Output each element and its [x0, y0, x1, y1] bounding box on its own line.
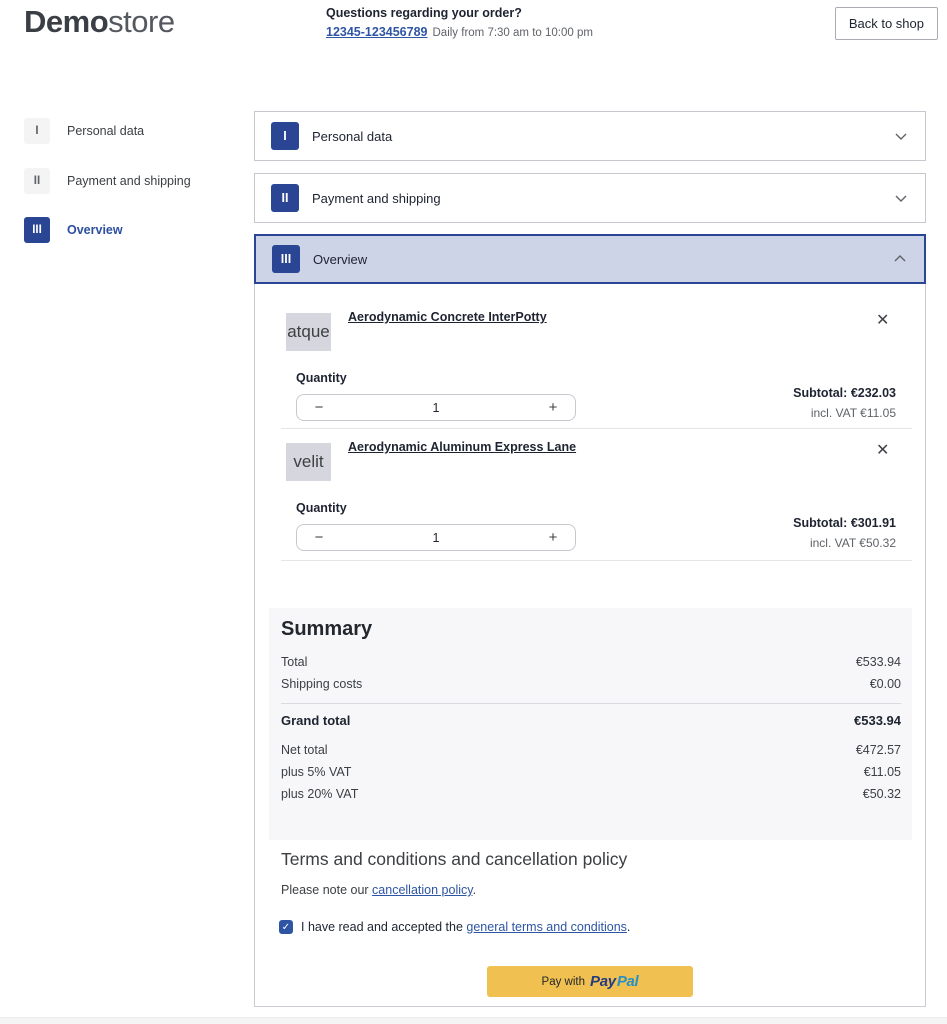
quantity-decrease-button[interactable]: − [314, 529, 324, 546]
sidebar-item-overview[interactable] [24, 217, 123, 243]
sidebar-step-label: Personal data [67, 124, 145, 138]
item-subtotal [793, 516, 896, 530]
cancellation-policy-link[interactable]: cancellation policy [372, 883, 473, 897]
summary-row-value: €472.57 [855, 743, 901, 757]
overview-panel [254, 284, 926, 1007]
quantity-increase-button[interactable]: + [548, 529, 558, 546]
summary-title: Summary [281, 618, 373, 640]
summary-row-value: €11.05 [863, 765, 901, 779]
summary-row-value: €0.00 [869, 677, 901, 691]
phone-link[interactable]: 12345-123456789 [326, 25, 428, 39]
logo-bold-part: Demo [24, 4, 109, 39]
product-image: atque [286, 313, 331, 351]
pay-with-paypal-button[interactable] [487, 966, 693, 997]
product-image: velit [286, 443, 331, 481]
quantity-stepper [296, 394, 576, 421]
item-separator [281, 560, 912, 561]
summary-divider [281, 703, 901, 704]
accordion-overview[interactable] [254, 234, 926, 284]
summary-row-label: plus 5% VAT [281, 765, 352, 779]
terms-note-prefix: Please note our [281, 883, 373, 897]
sidebar-item-payment-shipping[interactable] [24, 168, 191, 194]
opening-hours: Daily from 7:30 am to 10:00 pm [432, 27, 593, 39]
accordion-numeral-badge: II [271, 184, 299, 212]
back-to-shop-button[interactable]: Back to shop [835, 7, 938, 40]
step-numeral-badge: III [24, 217, 50, 243]
accordion-label: Payment and shipping [312, 190, 441, 206]
contact-question: Questions regarding your order? [326, 6, 522, 20]
remove-item-icon[interactable]: ✕ [876, 312, 890, 329]
quantity-value[interactable]: 1 [432, 400, 440, 415]
quantity-label: Quantity [296, 371, 347, 385]
terms-title: Terms and conditions and cancellation policy [281, 849, 628, 869]
chevron-down-icon [893, 190, 909, 206]
chevron-up-icon [892, 251, 908, 267]
accordion-numeral-badge: III [272, 245, 300, 273]
checkbox-label-prefix: I have read and accepted the [301, 920, 467, 934]
quantity-value[interactable]: 1 [432, 530, 440, 545]
subtotal-label: Subtotal: [793, 386, 848, 400]
product-title-link[interactable]: Aerodynamic Concrete InterPotty [348, 310, 547, 324]
page-footer-strip [0, 1017, 947, 1024]
summary-row-value: €533.94 [855, 655, 901, 669]
summary-row-value: €50.32 [862, 787, 901, 801]
checkbox-label-suffix: . [626, 920, 631, 934]
terms-checkbox-row [279, 920, 630, 934]
summary-row-vat5 [281, 765, 901, 779]
sidebar-step-label: Overview [67, 223, 123, 237]
paypal-logo-pay: Pay [590, 973, 616, 990]
summary-row-total [281, 655, 901, 669]
product-title-link[interactable]: Aerodynamic Aluminum Express Lane [348, 440, 577, 454]
terms-note [281, 883, 476, 897]
terms-note-suffix: . [472, 883, 477, 897]
item-vat-note: incl. VAT €50.32 [809, 536, 896, 550]
summary-row-shipping [281, 677, 901, 691]
logo-light-part: store [108, 4, 175, 39]
summary-row-label: Total [281, 655, 308, 669]
summary-row-label: Net total [281, 743, 328, 757]
store-logo[interactable] [24, 4, 175, 40]
subtotal-value: €232.03 [850, 386, 896, 400]
subtotal-label: Subtotal: [793, 516, 848, 530]
step-numeral-badge: I [24, 118, 50, 144]
paypal-button-prefix: Pay with [541, 975, 586, 988]
summary-row-label: Shipping costs [281, 677, 363, 691]
summary-row-net-total [281, 743, 901, 757]
quantity-label: Quantity [296, 501, 347, 515]
accordion-label: Overview [313, 251, 368, 267]
accordion-label: Personal data [312, 128, 393, 144]
accordion-personal-data[interactable] [254, 111, 926, 161]
remove-item-icon[interactable]: ✕ [876, 442, 890, 459]
accordion-payment-shipping[interactable] [254, 173, 926, 223]
step-numeral-badge: II [24, 168, 50, 194]
summary-box [269, 608, 912, 840]
summary-row-vat20 [281, 787, 901, 801]
summary-row-value: €533.94 [854, 713, 901, 728]
summary-row-label: plus 20% VAT [281, 787, 359, 801]
summary-row-grand-total [281, 713, 901, 728]
contact-line [326, 25, 593, 39]
subtotal-value: €301.91 [850, 516, 896, 530]
quantity-increase-button[interactable]: + [548, 399, 558, 416]
summary-row-label: Grand total [281, 713, 351, 728]
item-vat-note: incl. VAT €11.05 [810, 406, 896, 420]
paypal-logo-pal: Pal [616, 973, 639, 990]
chevron-down-icon [893, 128, 909, 144]
contact-block [326, 6, 593, 39]
terms-checkbox-label [301, 920, 630, 934]
accordion-numeral-badge: I [271, 122, 299, 150]
general-terms-link[interactable]: general terms and conditions [466, 920, 627, 934]
sidebar-item-personal-data[interactable] [24, 118, 144, 144]
item-separator [281, 428, 912, 429]
quantity-stepper [296, 524, 576, 551]
terms-checkbox[interactable]: ✓ [279, 920, 293, 934]
sidebar-step-label: Payment and shipping [67, 174, 191, 188]
item-subtotal [793, 386, 896, 400]
quantity-decrease-button[interactable]: − [314, 399, 324, 416]
